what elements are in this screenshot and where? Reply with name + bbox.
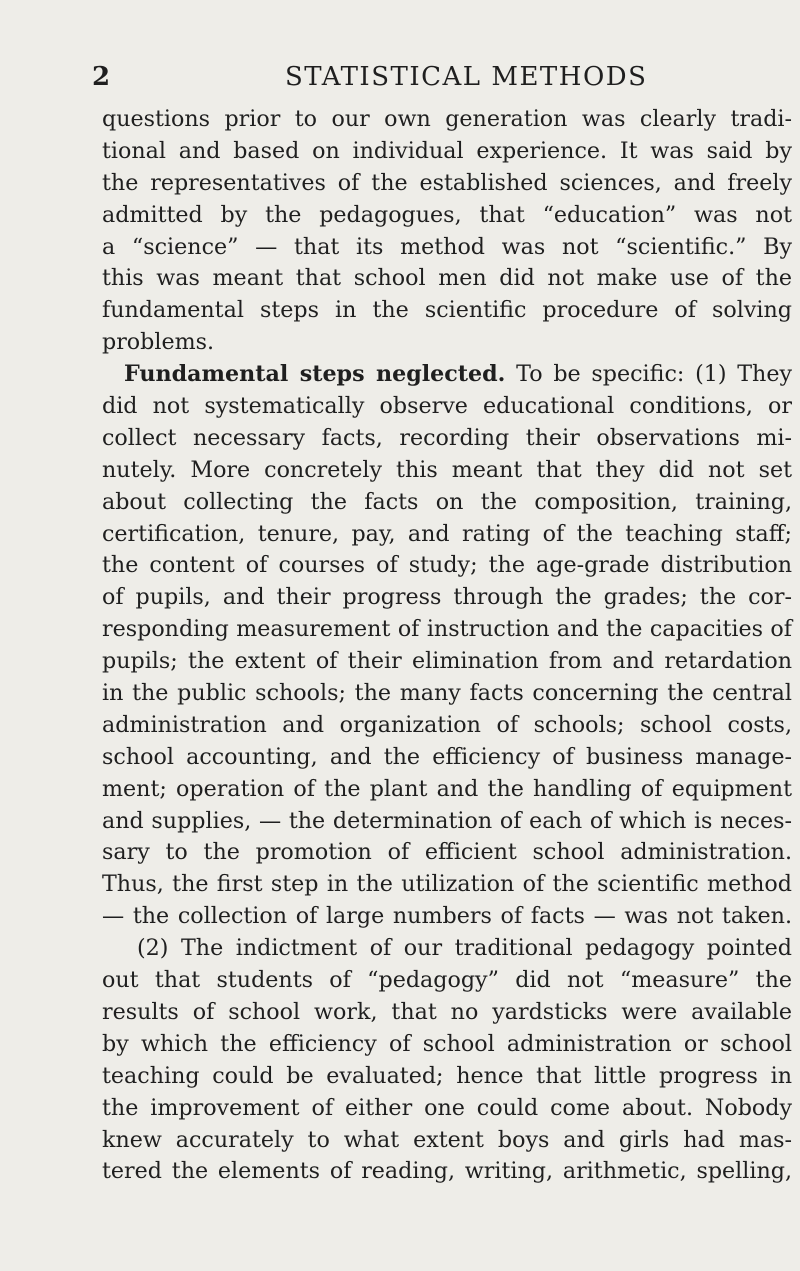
text-line: a “science” — that its method was not “scientific.” By bbox=[102, 233, 792, 260]
text-line: of pupils, and their progress through the grades; the cor- bbox=[102, 584, 792, 611]
text-line: (2) The indictment of our traditional pedagogy pointed bbox=[137, 935, 792, 962]
text-line: by which the efficiency of school administration or school bbox=[102, 1030, 792, 1057]
text-line: nutely. More concretely this meant that they did not set bbox=[102, 456, 792, 483]
text-line: did not systematically observe educational conditions, or bbox=[102, 393, 792, 420]
text-line: about collecting the facts on the composition, training, bbox=[102, 488, 792, 515]
paragraph-start bbox=[102, 359, 792, 391]
text-line: ment; operation of the plant and the handling of equipment bbox=[102, 775, 792, 802]
text-line: knew accurately to what extent boys and girls had mas- bbox=[102, 1126, 792, 1153]
text-line: this was meant that school men did not make use of the bbox=[102, 265, 792, 292]
text-line: admitted by the pedagogues, that “education” was not bbox=[102, 201, 792, 228]
text-line: in the public schools; the many facts concerning the central bbox=[102, 680, 792, 707]
text-line: fundamental steps in the scientific procedure of solving bbox=[102, 297, 792, 324]
text-line: tional and based on individual experience. It was said by bbox=[102, 137, 792, 164]
text-line: school accounting, and the efficiency of business manage- bbox=[102, 743, 792, 770]
body-text bbox=[102, 104, 792, 1188]
text-line: — the collection of large numbers of facts — was not taken. bbox=[102, 903, 792, 930]
page-number: 2 bbox=[92, 62, 111, 92]
text-line: the improvement of either one could come about. Nobody bbox=[102, 1094, 792, 1121]
text-line: Thus, the first step in the utilization of the scientific method bbox=[102, 871, 792, 898]
text-line: certification, tenure, pay, and rating of the teaching staff; bbox=[102, 520, 792, 547]
text-line: sary to the promotion of efficient school administration. bbox=[102, 839, 792, 866]
text-line: out that students of “pedagogy” did not “measure” the bbox=[102, 967, 792, 994]
text-line: the content of courses of study; the age-grade distribution bbox=[102, 552, 792, 579]
text-line: pupils; the extent of their elimination from and retardation bbox=[102, 648, 792, 675]
text-line: the representatives of the established sciences, and freely bbox=[102, 169, 792, 196]
text-line: problems. bbox=[102, 329, 215, 356]
page-header bbox=[0, 62, 800, 102]
text-line: teaching could be evaluated; hence that little progress in bbox=[102, 1062, 792, 1089]
paragraph-start-text: To be specific: (1) They bbox=[516, 361, 793, 388]
text-line: collect necessary facts, recording their observations mi- bbox=[102, 424, 792, 451]
text-line: tered the elements of reading, writing, arithmetic, spelling, bbox=[102, 1158, 792, 1185]
text-line: administration and organization of schools; school costs, bbox=[102, 711, 792, 738]
text-line: questions prior to our own generation was clearly tradi- bbox=[102, 106, 792, 132]
text-line: responding measurement of instruction and the capacities of bbox=[102, 616, 792, 643]
text-line: and supplies, — the determination of each of which is neces- bbox=[102, 807, 792, 834]
running-head: STATISTICAL METHODS bbox=[285, 62, 648, 92]
text-line: results of school work, that no yardsticks were available bbox=[102, 998, 792, 1025]
paragraph-headword: Fundamental steps neglected. bbox=[124, 361, 506, 388]
